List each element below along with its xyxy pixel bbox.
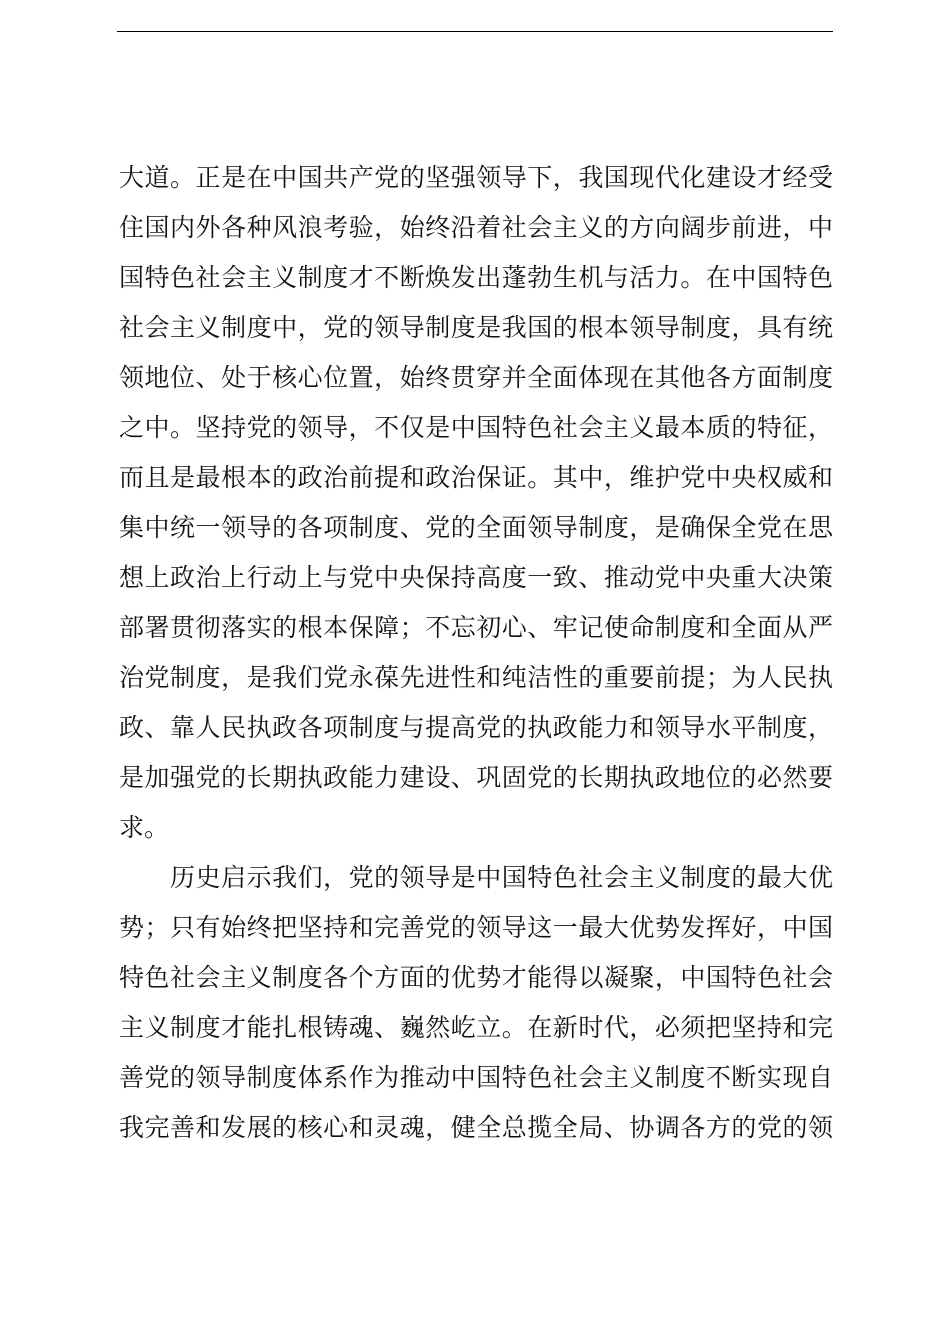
text-line: 想上政治上行动上与党中央保持高度一致、推动党中央重大决策 bbox=[119, 563, 833, 592]
text-line: 治党制度，是我们党永葆先进性和纯洁性的重要前提；为人民执 bbox=[119, 663, 833, 692]
text-line: 我完善和发展的核心和灵魂，健全总揽全局、协调各方的党的领 bbox=[119, 1113, 833, 1142]
paragraph bbox=[119, 853, 833, 1153]
text-line: 集中统一领导的各项制度、党的全面领导制度，是确保全党在思 bbox=[119, 513, 833, 542]
document-body bbox=[119, 153, 833, 1153]
text-line: 是加强党的长期执政能力建设、巩固党的长期执政地位的必然要 bbox=[119, 763, 833, 792]
text-line: 势；只有始终把坚持和完善党的领导这一最大优势发挥好，中国 bbox=[119, 913, 833, 942]
text-line: 历史启示我们，党的领导是中国特色社会主义制度的最大优 bbox=[170, 863, 833, 892]
paragraph bbox=[119, 153, 833, 853]
text-line: 部署贯彻落实的根本保障；不忘初心、牢记使命制度和全面从严 bbox=[119, 613, 833, 642]
text-line: 住国内外各种风浪考验，始终沿着社会主义的方向阔步前进，中 bbox=[119, 213, 833, 242]
text-line: 特色社会主义制度各个方面的优势才能得以凝聚，中国特色社会 bbox=[119, 963, 833, 992]
text-line: 国特色社会主义制度才不断焕发出蓬勃生机与活力。在中国特色 bbox=[119, 263, 833, 292]
text-line: 政、靠人民执政各项制度与提高党的执政能力和领导水平制度， bbox=[119, 713, 833, 742]
text-line: 之中。坚持党的领导，不仅是中国特色社会主义最本质的特征， bbox=[119, 413, 833, 442]
text-line: 而且是最根本的政治前提和政治保证。其中，维护党中央权威和 bbox=[119, 463, 833, 492]
text-line: 善党的领导制度体系作为推动中国特色社会主义制度不断实现自 bbox=[119, 1063, 833, 1092]
text-line: 求。 bbox=[119, 813, 170, 842]
text-line: 领地位、处于核心位置，始终贯穿并全面体现在其他各方面制度 bbox=[119, 363, 833, 392]
text-line: 社会主义制度中，党的领导制度是我国的根本领导制度，具有统 bbox=[119, 313, 833, 342]
header-rule bbox=[117, 31, 833, 32]
text-line: 大道。正是在中国共产党的坚强领导下，我国现代化建设才经受 bbox=[119, 163, 833, 192]
text-line: 主义制度才能扎根铸魂、巍然屹立。在新时代，必须把坚持和完 bbox=[119, 1013, 833, 1042]
